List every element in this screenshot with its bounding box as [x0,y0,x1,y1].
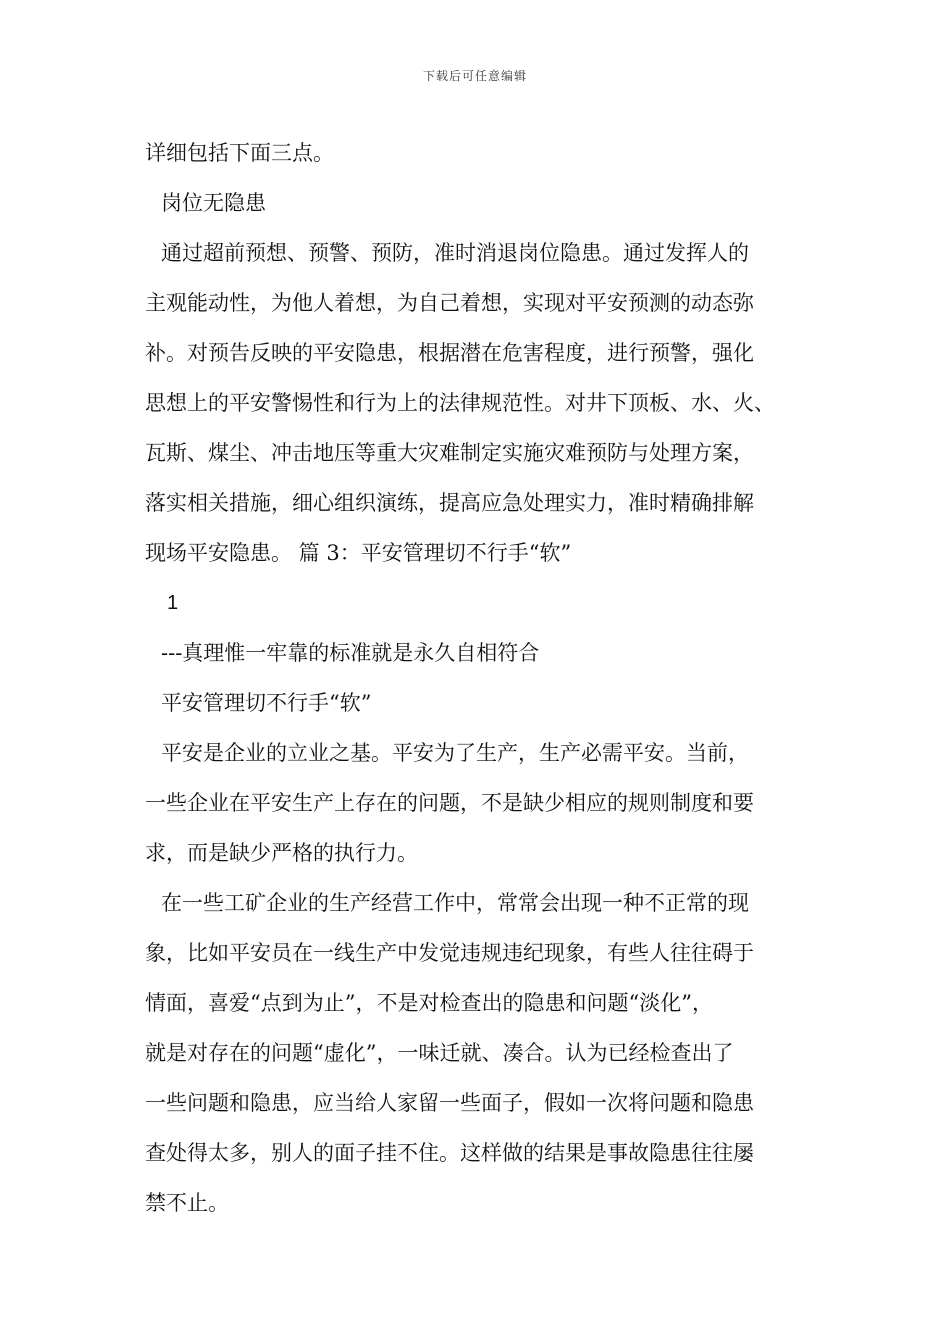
body-text [145,128,825,1228]
text-line: 通过超前预想、预警、预防，准时消退岗位隐患。通过发挥人的 [161,241,749,265]
text-line: 查处得太多，别人的面子挂不住。这样做的结果是事故隐患往往屡 [145,1141,754,1165]
text-line: 1 [167,592,179,614]
text-line: 一些企业在平安生产上存在的问题，不是缺少相应的规则制度和要 [145,791,754,815]
header-note: 下载后可任意编辑 [422,69,527,83]
text-line: 现场平安隐患。 篇 3：平安管理切不行手“软” [145,541,572,565]
text-line: 落实相关措施，细心组织演练，提高应急处理实力，准时精确排解 [145,491,754,515]
text-line: 禁不止。 [145,1191,229,1215]
text-line: 平安是企业的立业之基。平安为了生产，生产必需平安。当前， [161,741,749,765]
text-line: 一些问题和隐患，应当给人家留一些面子，假如一次将问题和隐患 [145,1091,754,1115]
text-line: 情面，喜爱“点到为止”，不是对检查出的隐患和问题“淡化”， [145,991,713,1015]
text-line: 岗位无隐患 [161,191,266,215]
text-line: 主观能动性，为他人着想，为自己着想，实现对平安预测的动态弥 [145,291,754,315]
text-line: 瓦斯、煤尘、冲击地压等重大灾难制定实施灾难预防与处理方案， [145,441,754,465]
text-line: 象，比如平安员在一线生产中发觉违规违纪现象，有些人往往碍于 [145,941,754,965]
text-line: 就是对存在的问题“虚化”，一味迁就、凑合。认为已经检查出了 [145,1041,734,1065]
text-line: 平安管理切不行手“软” [161,691,372,715]
text-line: 补。对预告反映的平安隐患，根据潜在危害程度，进行预警，强化 [145,341,754,365]
text-line: 求，而是缺少严格的执行力。 [145,841,418,865]
text-line: 详细包括下面三点。 [145,141,334,165]
text-line: ---真理惟一牢靠的标准就是永久自相符合 [161,641,540,665]
text-line: 思想上的平安警惕性和行为上的法律规范性。对井下顶板、水、火、 [145,391,775,415]
text-line: 在一些工矿企业的生产经营工作中，常常会出现一种不正常的现 [161,891,749,915]
